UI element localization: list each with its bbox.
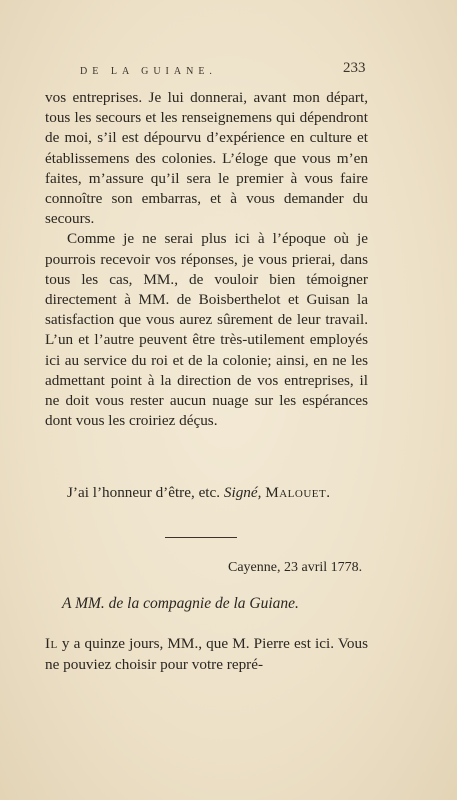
opening-text: y a quinze jours, MM., que M. Pierre est ici. Vous ne pouviez choisir pour votre repré- (45, 635, 368, 673)
closing-formula: J’ai l’honneur d’être, etc. (67, 484, 221, 501)
letter-address: A MM. de la compagnie de la Guiane. (62, 595, 299, 612)
signature-line (67, 483, 367, 503)
paragraph-1: vos entreprises. Je lui donnerai, avant mon départ, tous les secours et les renseignemens qui dépendront de moi, s’il est dépourvu d’expérience en culture et établissemens des colonies. L’éloge que vous m’en faites, m’assure qu’il sera le premier à vous faire connoître son embarras, et à vous demander du secours. (45, 89, 368, 228)
letter-opening (45, 634, 368, 675)
lead-word: Il (45, 635, 58, 652)
section-divider (165, 537, 237, 538)
running-head: DE LA GUIANE. (80, 66, 217, 77)
body-text (45, 88, 368, 431)
signatory-name: Malouet. (265, 484, 331, 501)
dateline: Cayenne, 23 avril 1778. (228, 560, 363, 575)
opening-paragraph (45, 634, 368, 675)
paragraph-2: Comme je ne serai plus ici à l’époque où je pourrois recevoir vos réponses, je vous prierai, dans tous les cas, MM., de vouloir bien témoigner directement à MM. de Boisberthelot et Guisan la satisfaction que vous aurez sûrement de leur travail. L’un et l’autre peuvent être très-utilement employés ici au service du roi et de la colonie; ainsi, en ne les admettant point à la direction de vos entreprises, il ne doit vous rester aucun nuage sur les espérances dont vous les croiriez déçus. (45, 230, 368, 430)
page-number: 233 (343, 60, 366, 76)
signed-label: Signé, (223, 484, 262, 501)
